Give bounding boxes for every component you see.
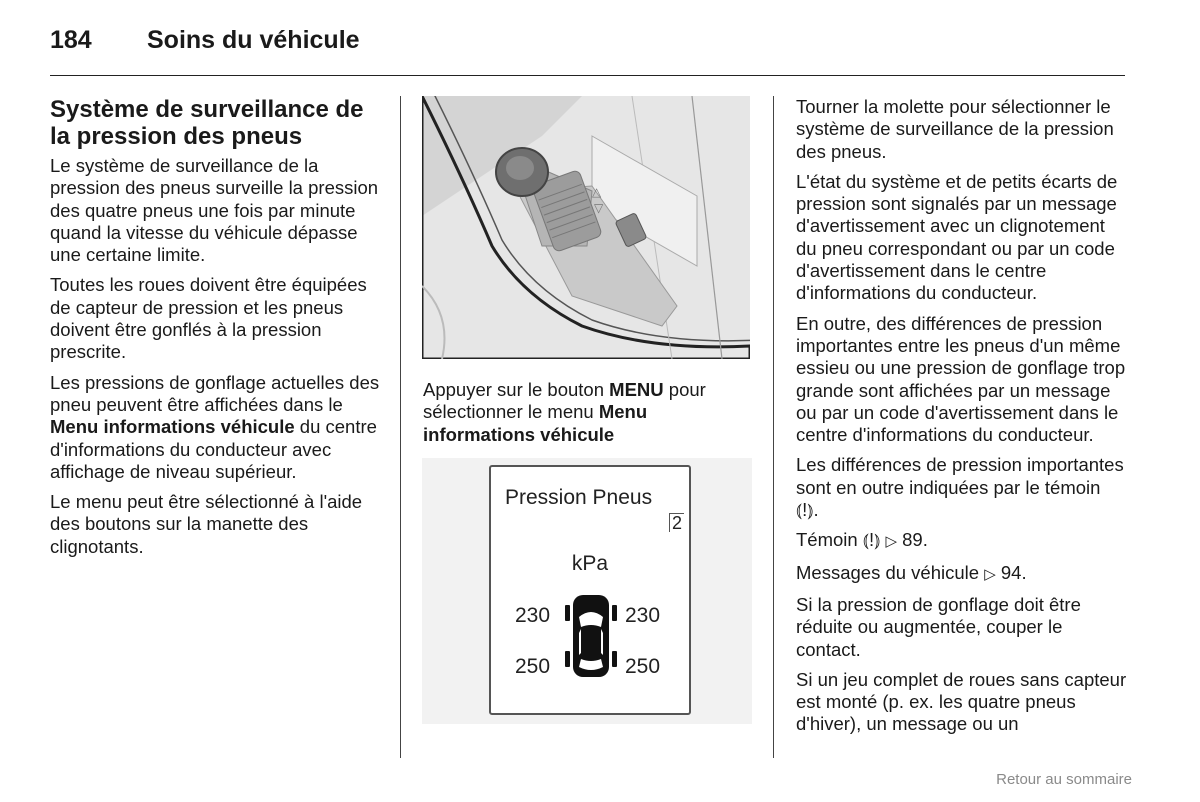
text-run: pour sélectionner le menu bbox=[423, 379, 706, 423]
paragraph: Les différences de pression importantes sont en outre indiquées par le témoin ⦅!⦆. bbox=[796, 454, 1124, 521]
rear-left-pressure: 250 bbox=[515, 655, 551, 678]
front-left-pressure: 230 bbox=[515, 604, 551, 627]
paragraph: Le menu peut être sélectionné à l'aide des boutons sur la manette des clignotants. bbox=[50, 491, 363, 557]
text-run: Les pressions de gonflage actuelles des pneu peuvent être affichées dans le bbox=[50, 371, 380, 415]
paragraph bbox=[50, 372, 382, 483]
paragraph: En outre, des différences de pression importantes entre les pneus d'un même essieu ou une pression de gonflage trop grande sont affichées par un message ou par un code d'avertissement dans le centre d'informations du conducteur. bbox=[796, 312, 1126, 446]
page-reference[interactable]: 94. bbox=[1000, 561, 1027, 583]
section-title: Soins du véhicule bbox=[147, 26, 360, 54]
paragraph: L'état du système et de petits écarts de pression sont signalés par un message d'avertissement avec un clignotement du pneu correspondant ou par un code d'avertissement dans le centre d'informations du conducteur. bbox=[796, 170, 1118, 304]
column-divider-right bbox=[773, 96, 774, 758]
left-column bbox=[50, 96, 382, 566]
header-divider bbox=[50, 75, 1125, 76]
text-run: Témoin ⦅!⦆ bbox=[796, 529, 886, 551]
cross-reference[interactable] bbox=[796, 529, 1128, 553]
cross-reference[interactable] bbox=[796, 562, 1128, 586]
rear-right-pressure: 250 bbox=[625, 655, 661, 678]
svg-text:△: △ bbox=[592, 185, 602, 199]
arrow-icon: ▷ bbox=[984, 565, 996, 583]
front-right-pressure: 230 bbox=[625, 604, 661, 627]
turn-signal-lever-photo bbox=[422, 96, 750, 359]
page-number: 184 bbox=[50, 26, 92, 54]
paragraph: Le système de surveillance de la pression des pneus surveille la pression des quatre pneus une fois par minute quand la vitesse du véhicule dépasse une certaine limite. bbox=[50, 155, 379, 266]
display-title: Pression Pneus bbox=[505, 486, 653, 509]
arrow-icon: ▷ bbox=[885, 533, 897, 551]
photo-caption bbox=[423, 379, 758, 446]
right-column bbox=[796, 96, 1128, 744]
back-to-contents-link[interactable]: Retour au sommaire bbox=[996, 771, 1132, 788]
page-reference[interactable]: 89. bbox=[902, 529, 928, 551]
paragraph: Si la pression de gonflage doit être réduite ou augmentée, couper le contact. bbox=[796, 593, 1081, 660]
paragraph: Toutes les roues doivent être équipées de capteur de pression et les pneus doivent être gonflés à la pression prescrite. bbox=[50, 274, 367, 363]
svg-text:▽: ▽ bbox=[594, 201, 604, 215]
text-run: Appuyer sur le bouton bbox=[423, 379, 610, 400]
topic-heading: Système de surveillance de la pression des pneus bbox=[50, 96, 364, 150]
text-run: Messages du véhicule bbox=[796, 561, 985, 583]
text-run: du centre d'informations du conducteur avec affichage de niveau supérieur. bbox=[50, 416, 377, 482]
paragraph: Si un jeu complet de roues sans capteur est monté (p. ex. les quatre pneus d'hiver), un message ou un bbox=[796, 668, 1127, 735]
car-top-view-icon bbox=[564, 593, 618, 679]
page-header bbox=[50, 24, 1125, 76]
button-name: MENU bbox=[609, 379, 664, 400]
pressure-unit: kPa bbox=[571, 552, 609, 575]
driver-info-display bbox=[489, 465, 691, 715]
menu-name: Menu informations véhicule bbox=[423, 401, 648, 445]
display-page-indicator: 2 bbox=[669, 513, 684, 532]
menu-name: Menu informations véhicule bbox=[50, 416, 295, 438]
paragraph: Tourner la molette pour sélectionner le système de surveillance de la pression des pneus. bbox=[796, 96, 1114, 162]
column-divider-left bbox=[400, 96, 401, 758]
tire-pressure-display-illustration bbox=[422, 458, 752, 724]
